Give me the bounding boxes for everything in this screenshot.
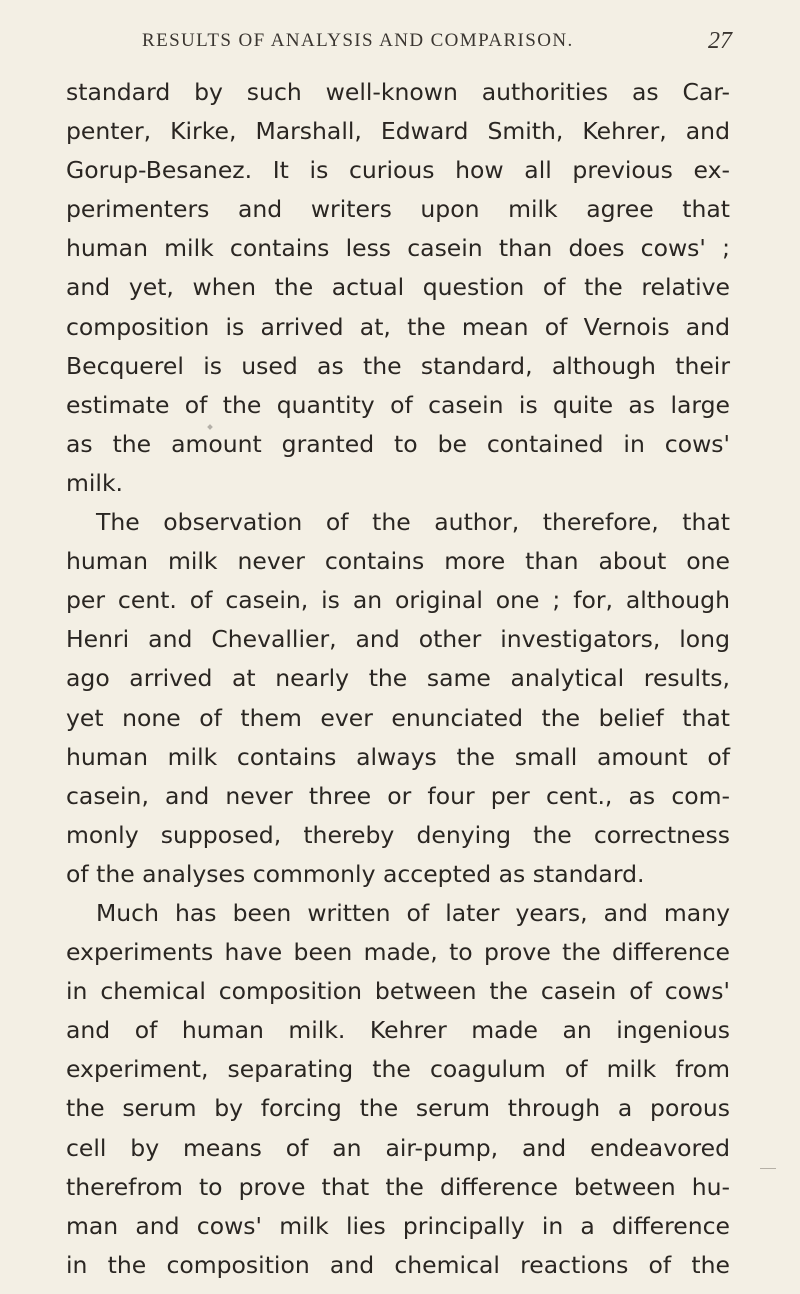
text-line: and yet, when the actual question of the relative (66, 273, 730, 302)
running-title: RESULTS OF ANALYSIS AND COMPARISON. (142, 30, 574, 51)
text-line: experiment, separating the coagulum of milk from (66, 1055, 730, 1084)
text-line: human milk never contains more than about one (66, 547, 730, 576)
text-line: Henri and Chevallier, and other investigators, long (66, 625, 730, 654)
text-line: composition is arrived at, the mean of Vernois and (66, 312, 730, 341)
text-line: therefrom to prove that the difference between hu- (66, 1172, 730, 1201)
text-line: penter, Kirke, Marshall, Edward Smith, Kehrer, and (66, 117, 730, 146)
text-line: human milk contains less casein than does cows' ; (66, 234, 730, 263)
text-line: of the analyses commonly accepted as standard. (66, 859, 645, 888)
margin-mark (760, 1168, 776, 1169)
text-line: perimenters and writers upon milk agree that (66, 195, 730, 224)
text-line: standard by such well-known authorities as Car- (66, 78, 730, 106)
text-line: Gorup-Besanez. It is curious how all previous ex- (66, 156, 730, 185)
text-line: in the composition and chemical reactions of the (66, 1250, 730, 1279)
body-text (66, 73, 730, 1285)
text-line: Much has been written of later years, and many (96, 898, 730, 927)
page-number: 27 (708, 28, 732, 54)
text-line: man and cows' milk lies principally in a difference (66, 1211, 730, 1240)
text-line: monly supposed, thereby denying the correctness (66, 820, 730, 849)
text-line: estimate of the quantity of casein is quite as large (66, 390, 730, 419)
text-line: Becquerel is used as the standard, although their (66, 351, 730, 380)
text-line: in chemical composition between the casein of cows' (66, 977, 730, 1006)
text-line: ago arrived at nearly the same analytical results, (66, 664, 730, 693)
text-line: as the amount granted to be contained in cows' (66, 429, 730, 458)
text-line: and of human milk. Kehrer made an ingenious (66, 1016, 730, 1045)
text-line: the serum by forcing the serum through a porous (66, 1094, 730, 1123)
page-header (112, 22, 732, 62)
text-line: yet none of them ever enunciated the belief that (66, 703, 730, 732)
text-line: The observation of the author, therefore, that (96, 508, 730, 537)
text-line: human milk contains always the small amount of (66, 742, 730, 771)
text-line: cell by means of an air-pump, and endeavored (66, 1133, 730, 1162)
text-line: per cent. of casein, is an original one ; for, although (66, 586, 730, 615)
text-line: milk. (66, 468, 124, 497)
text-line: experiments have been made, to prove the difference (66, 938, 730, 967)
text-line: casein, and never three or four per cent., as com- (66, 781, 730, 810)
